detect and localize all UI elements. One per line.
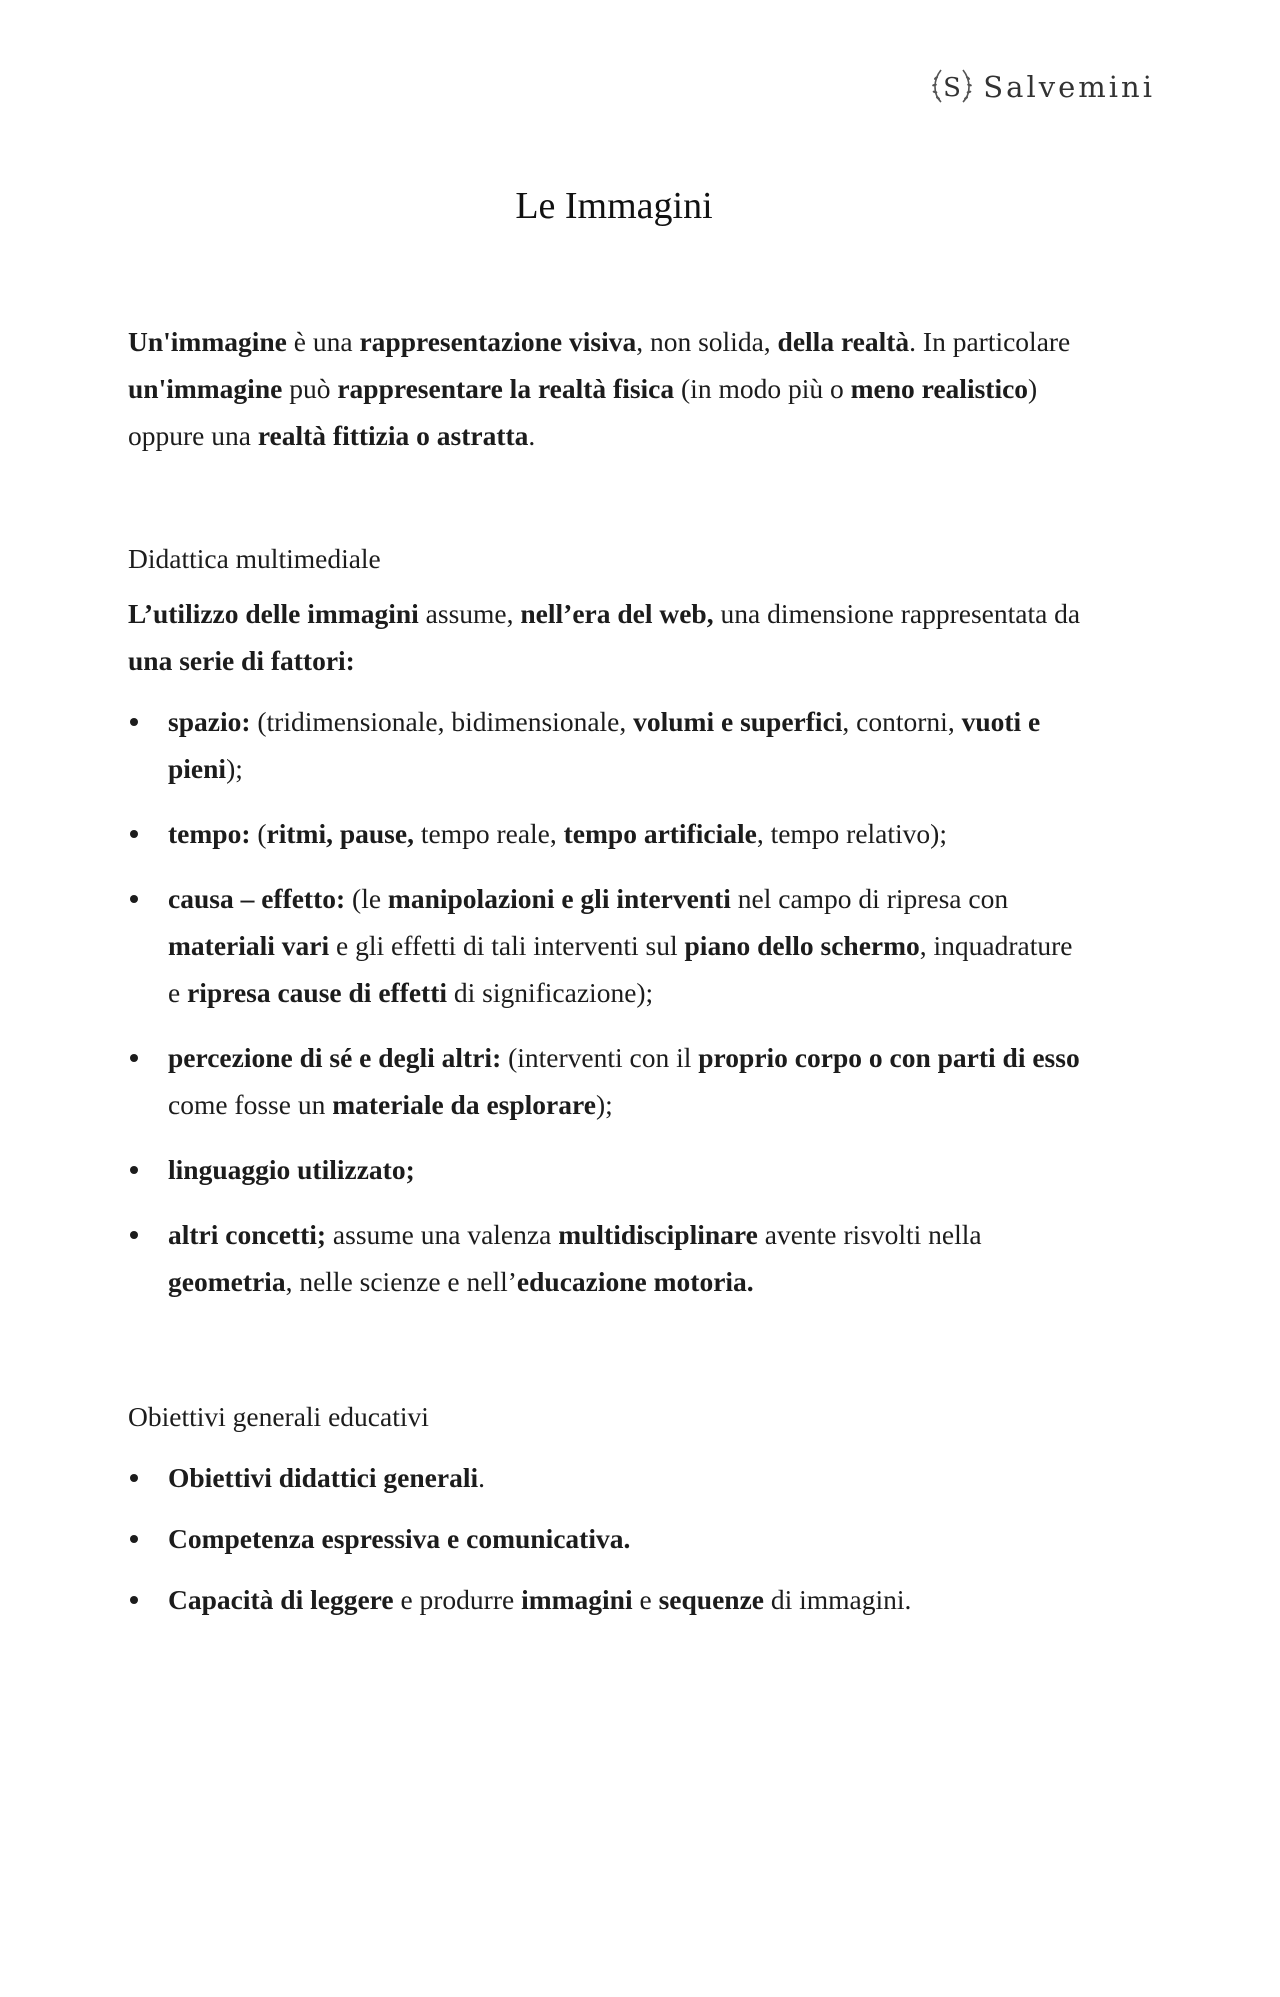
laurel-wreath-icon [927, 62, 977, 112]
list-item-capacita: Capacità di leggere e produrre immagini e sequenze di immagini. [128, 1576, 1088, 1623]
list-item-linguaggio: linguaggio utilizzato; [128, 1146, 1088, 1193]
section-heading-obiettivi: Obiettivi generali educativi [128, 1401, 429, 1432]
logo-mark: S [943, 73, 962, 103]
list-item-tempo: tempo: (ritmi, pause, tempo reale, tempo artificiale, tempo relativo); [128, 810, 1088, 857]
logo-text: Salvemini [983, 70, 1155, 104]
salvemini-logo [927, 62, 1155, 112]
didattica-intro: L’utilizzo delle immagini assume, nell’era del web, una dimensione rappresentata da una serie di fattori: [128, 598, 1081, 676]
list-item-competenza: Competenza espressiva e comunicativa. [128, 1515, 1088, 1562]
intro-paragraph: Un'immagine è una rappresentazione visiva, non solida, della realtà. In particolare un'immagine può rappresentare la realtà fisica (in modo più o meno realistico) oppure una realtà fittizia o astratta. [128, 326, 1071, 451]
document-body [128, 318, 1088, 1637]
list-item-spazio: spazio: (tridimensionale, bidimensionale, volumi e superfici, contorni, vuoti e pieni); [128, 698, 1088, 792]
section-heading-didattica: Didattica multimediale [128, 543, 381, 574]
page-title: Le Immagini [515, 185, 713, 227]
list-item-percezione: percezione di sé e degli altri: (interventi con il proprio corpo o con parti di esso come fosse un materiale da esplorare); [128, 1034, 1088, 1128]
obiettivi-list [128, 1454, 1088, 1623]
list-item-causa-effetto: causa – effetto: (le manipolazioni e gli interventi nel campo di ripresa con materiali vari e gli effetti di tali interventi sul piano dello schermo, inquadrature e ripresa cause di effetti di significazione); [128, 875, 1088, 1016]
list-item-obiettivi-didattici: Obiettivi didattici generali. [128, 1454, 1088, 1501]
list-item-altri-concetti: altri concetti; assume una valenza multidisciplinare avente risvolti nella geometria, nelle scienze e nell’educazione motoria. [128, 1211, 1088, 1305]
didattica-list [128, 698, 1088, 1305]
